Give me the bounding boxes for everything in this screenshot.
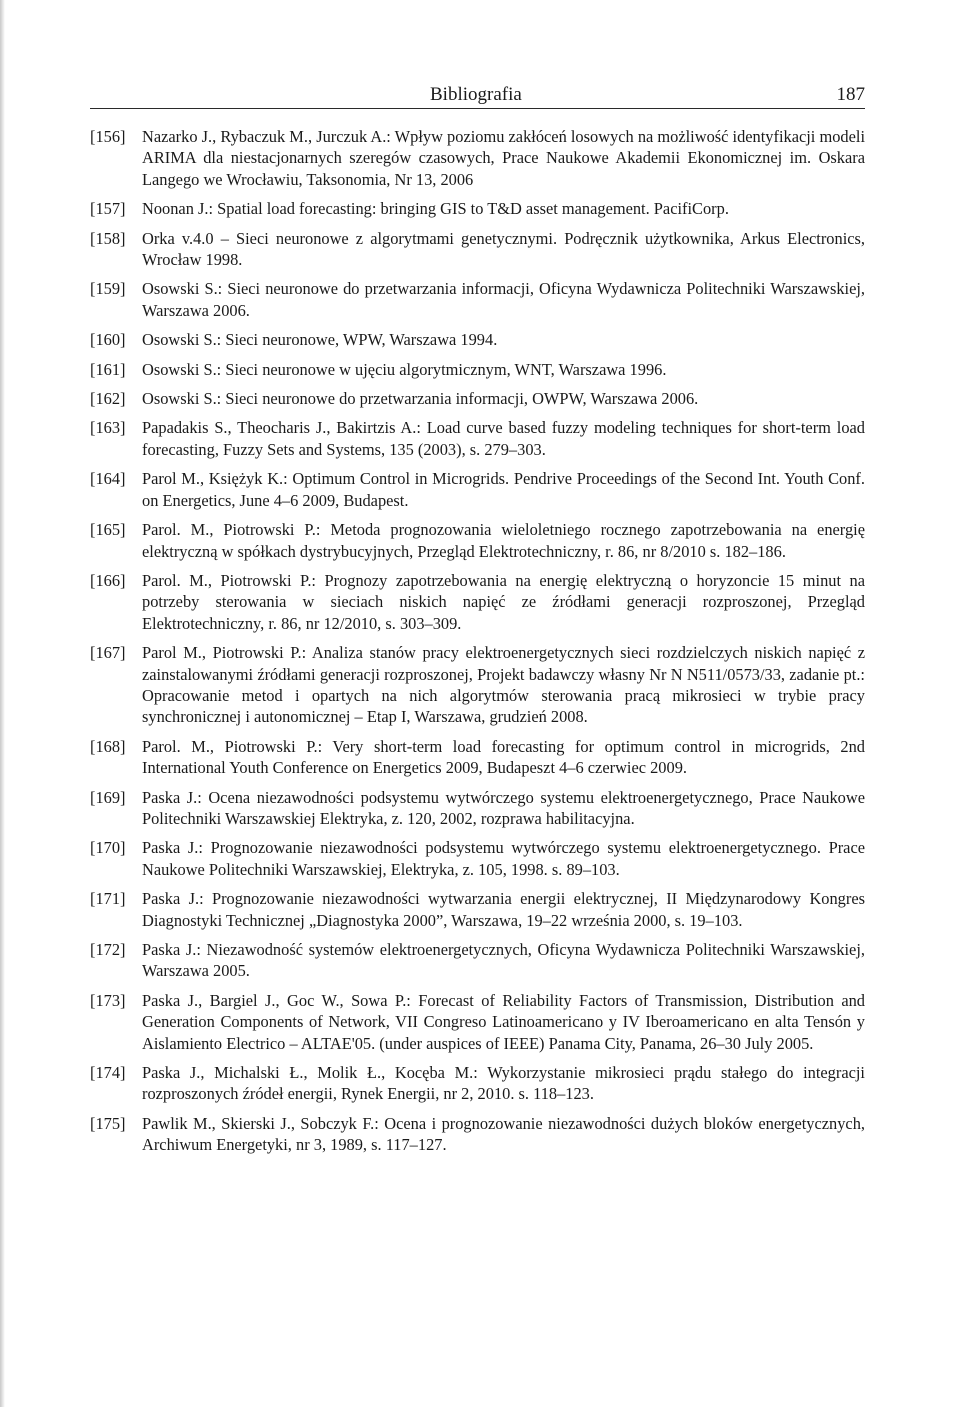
reference-text: Parol. M., Piotrowski P.: Prognozy zapotrzebowania na energię elektryczną o horyzoncie 15 minut na potrzeby sterowania w sieciach niskich napięć ze źródłami generacji rozproszonej, Przegląd Elektrotechniczny, r. 86, nr 12/2010, s. 303–309.	[142, 570, 865, 633]
reference-entry	[90, 417, 865, 460]
reference-number: [170]	[90, 838, 126, 858]
reference-number: [159]	[90, 279, 126, 299]
reference-entry	[90, 990, 865, 1054]
reference-number: [168]	[90, 736, 126, 756]
reference-number: [173]	[90, 990, 126, 1010]
reference-number: [169]	[90, 787, 126, 807]
reference-number: [171]	[90, 889, 126, 909]
reference-text: Osowski S.: Sieci neuronowe do przetwarzania informacji, Oficyna Wydawnicza Politechniki Warszawskiej, Warszawa 2006.	[142, 279, 865, 320]
reference-number: [158]	[90, 228, 126, 248]
reference-number: [172]	[90, 940, 126, 959]
reference-text: Paska J.: Ocena niezawodności podsystemu wytwórczego systemu elektroenergetycznego, Prace Naukowe Politechniki Warszawskiej Elektryka, z. 120, 2002, rozprawa habilitacyjna.	[142, 787, 865, 828]
reference-text: Noonan J.: Spatial load forecasting: bringing GIS to T&D asset management. PacifiCorp.	[142, 199, 729, 219]
reference-number: [164]	[90, 469, 126, 489]
reference-entry	[90, 468, 865, 511]
reference-entry	[90, 198, 865, 219]
reference-text: Pawlik M., Skierski J., Sobczyk F.: Ocena i prognozowanie niezawodności dużych bloków energetycznych, Archiwum Energetyki, nr 3, 1989, s. 117–127.	[142, 1113, 865, 1155]
reference-number: [161]	[90, 359, 126, 379]
reference-text: Paska J.: Niezawodność systemów elektroenergetycznych, Oficyna Wydawnicza Politechniki Warszawskiej, Warszawa 2005.	[142, 940, 865, 981]
reference-text: Parol M., Piotrowski P.: Analiza stanów pracy elektroenergetycznych sieci rozdzielczych niskich napięć z zainstalowanymi źródłami generacji rozproszonej, Projekt badawczy własny Nr N N511/0573/33, zadanie pt.: Opracowanie metod i opartych na nich algorytmów sterowania pracą mikrosieci w trybie pracy synchronicznej i autonomicznej – Etap I, Warszawa, grudzień 2008.	[142, 643, 865, 727]
reference-text: Paska J.: Prognozowanie niezawodności podsystemu wytwórczego systemu elektroenergetycznego. Prace Naukowe Politechniki Warszawskiej, Elektryka, z. 105, 1998. s. 89–103.	[142, 838, 865, 879]
reference-entry	[90, 329, 865, 350]
header-title: Bibliografia	[430, 84, 522, 105]
reference-entry	[90, 570, 865, 634]
reference-entry	[90, 787, 865, 830]
reference-text: Parol. M., Piotrowski P.: Metoda prognozowania wieloletniego rocznego zapotrzebowania na energię elektryczną w spółkach dystrybucyjnych, Przegląd Elektrotechniczny, r. 86, nr 8/2010 s. 182–186.	[142, 520, 865, 561]
reference-entry	[90, 837, 865, 880]
reference-text: Paska J., Bargiel J., Goc W., Sowa P.: Forecast of Reliability Factors of Transmission, Distribution and Generation Components of Network, VII Congreso Latinoamericano y IV Iberoamericano en alta Tensón y Aislamiento Electrico – ALTAE'05. (under auspices of IEEE) Panama City, Panama, 26–30 July 2005.	[142, 990, 865, 1053]
reference-entry	[90, 939, 865, 982]
reference-number: [160]	[90, 330, 126, 350]
reference-entry	[90, 642, 865, 728]
reference-text: Paska J.: Prognozowanie niezawodności wytwarzania energii elektrycznej, II Międzynarodowy Kongres Diagnostyki Technicznej „Diagnostyka 2000”, Warszawa, 19–22 września 2000, s. 19–103.	[142, 889, 865, 930]
reference-entry	[90, 519, 865, 562]
reference-entry	[90, 126, 865, 190]
reference-entry	[90, 388, 865, 409]
reference-text: Osowski S.: Sieci neuronowe do przetwarzania informacji, OWPW, Warszawa 2006.	[142, 389, 699, 409]
reference-entry	[90, 736, 865, 779]
reference-number: [165]	[90, 520, 126, 540]
reference-number: [156]	[90, 127, 126, 146]
reference-entry	[90, 888, 865, 931]
reference-list	[90, 126, 865, 1164]
reference-number: [174]	[90, 1063, 126, 1083]
reference-number: [175]	[90, 1113, 126, 1133]
reference-entry	[90, 359, 865, 380]
reference-text: Orka v.4.0 – Sieci neuronowe z algorytmami genetycznymi. Podręcznik użytkownika, Arkus Electronics, Wrocław 1998.	[142, 228, 865, 270]
reference-text: Parol M., Księżyk K.: Optimum Control in Microgrids. Pendrive Proceedings of the Second Int. Youth Conf. on Energetics, June 4–6 2009, Budapest.	[142, 469, 865, 510]
reference-number: [167]	[90, 643, 126, 663]
reference-entry	[90, 228, 865, 271]
scan-edge-shadow	[0, 0, 5, 1407]
reference-entry	[90, 1062, 865, 1105]
reference-text: Osowski S.: Sieci neuronowe, WPW, Warszawa 1994.	[142, 330, 498, 350]
page-number: 187	[836, 84, 865, 105]
reference-number: [162]	[90, 389, 126, 409]
running-header	[90, 84, 865, 109]
reference-text: Paska J., Michalski Ł., Molik Ł., Kocęba M.: Wykorzystanie mikrosieci prądu stałego do integracji rozproszonych źródeł energii, Rynek Energii, nr 2, 2010. s. 118–123.	[142, 1063, 865, 1104]
reference-text: Osowski S.: Sieci neuronowe w ujęciu algorytmicznym, WNT, Warszawa 1996.	[142, 359, 667, 379]
reference-entry	[90, 1113, 865, 1156]
reference-entry	[90, 278, 865, 321]
reference-text: Nazarko J., Rybaczuk M., Jurczuk A.: Wpływ poziomu zakłóceń losowych na możliwość identyfikacji modeli ARIMA dla niestacjonarnych szeregów czasowych, Prace Naukowe Akademii Ekonomicznej im. Oskara Langego we Wrocławiu, Taksonomia, Nr 13, 2006	[142, 127, 865, 189]
reference-text: Papadakis S., Theocharis J., Bakirtzis A.: Load curve based fuzzy modeling techniques for short-term load forecasting, Fuzzy Sets and Systems, 135 (2003), s. 279–303.	[142, 418, 865, 459]
reference-number: [157]	[90, 199, 126, 219]
reference-number: [163]	[90, 418, 126, 438]
reference-text: Parol. M., Piotrowski P.: Very short-term load forecasting for optimum control in microgrids, 2nd International Youth Conference on Energetics 2009, Budapeszt 4–6 czerwiec 2009.	[142, 736, 865, 778]
reference-number: [166]	[90, 570, 126, 590]
